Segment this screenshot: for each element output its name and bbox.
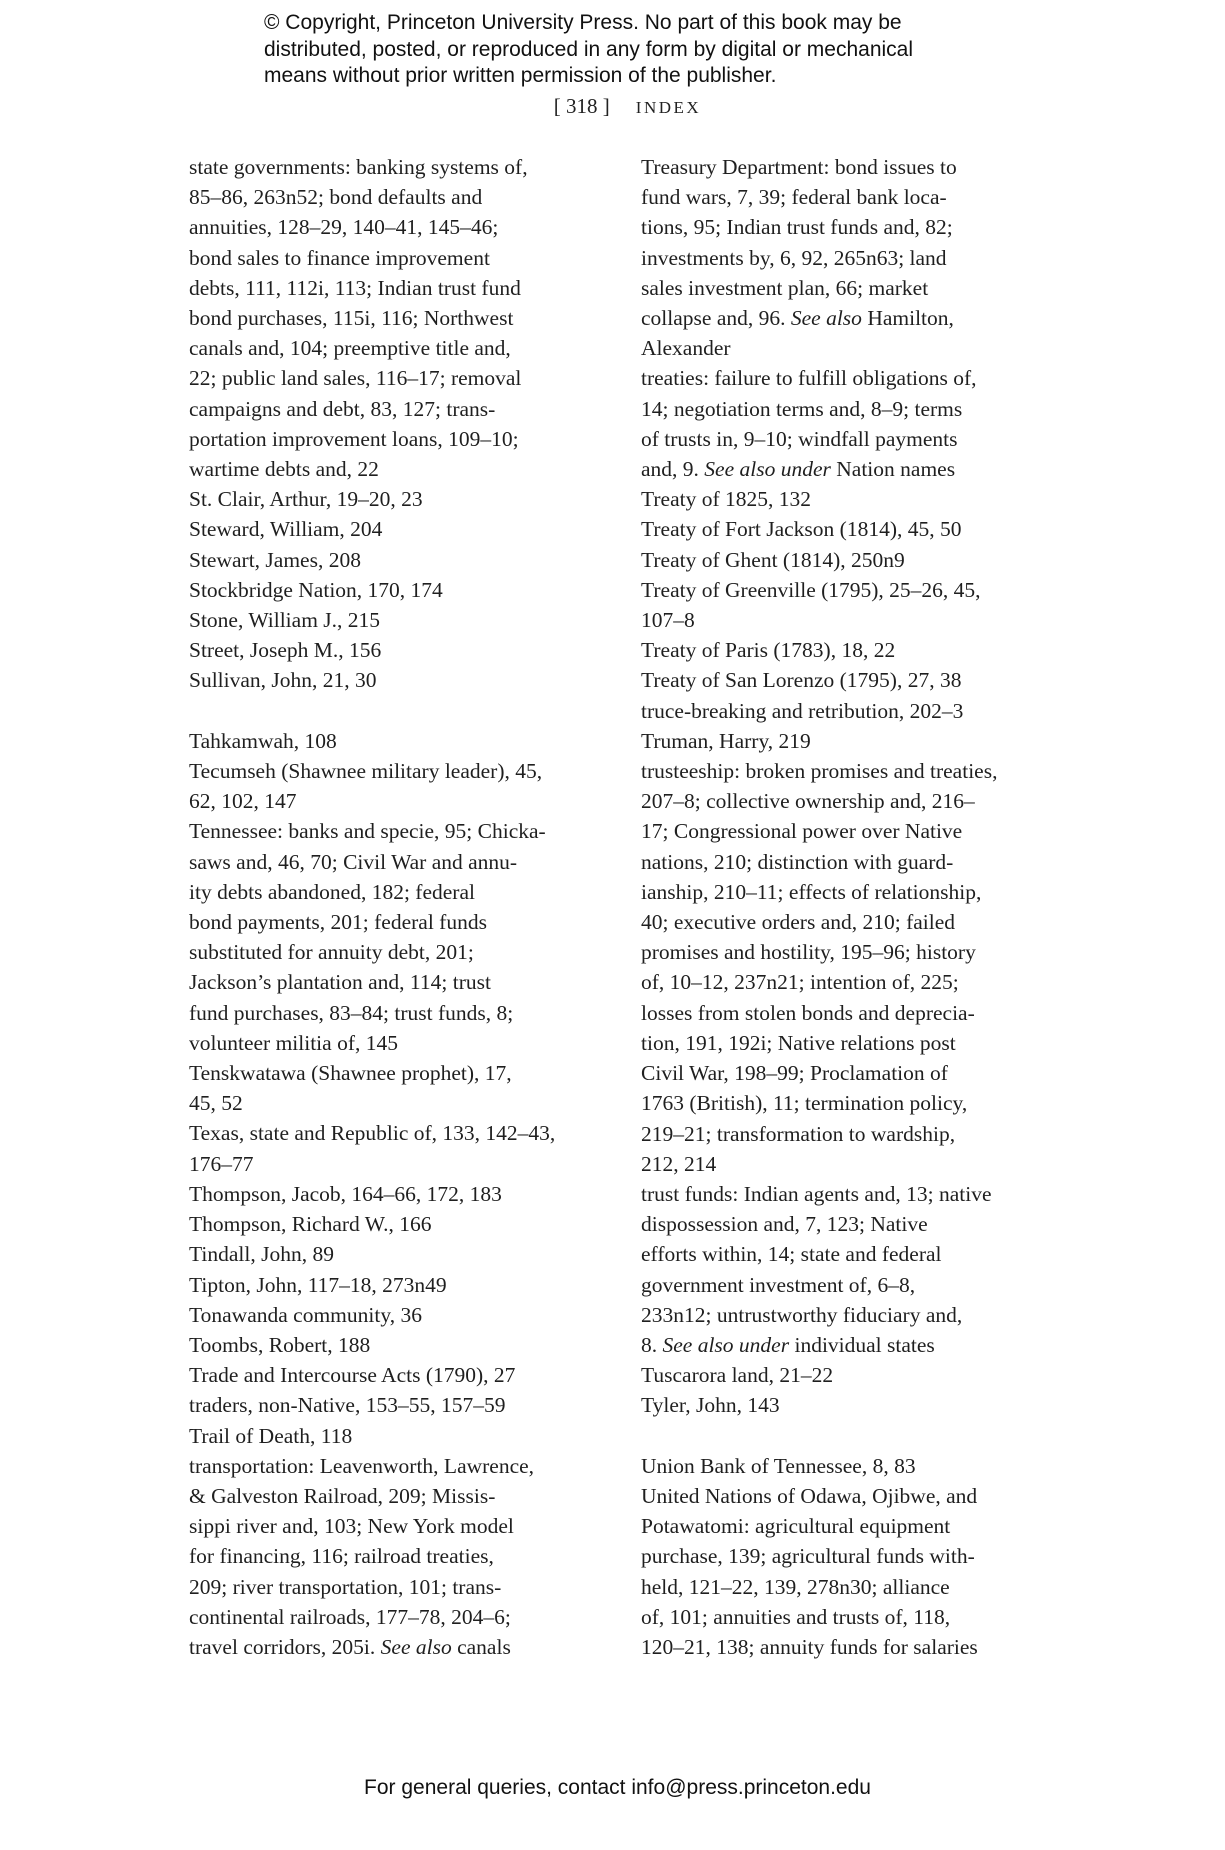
index-entry [189,1390,609,1420]
index-entry-line: 207–8; collective ownership and, 216– [641,789,975,814]
index-entry-line: 45, 52 [189,1091,243,1116]
index-entry-line: 40; executive orders and, 210; failed [641,910,956,935]
index-entry-line: ianship, 210–11; effects of relationship, [641,879,982,904]
index-entry-line: Tecumseh (Shawnee military leader), 45, [189,759,543,784]
index-entry-line: campaigns and debt, 83, 127; trans- [189,396,496,421]
index-entry-line: Stone, William J., 215 [189,608,381,633]
index-entry-line: tions, 95; Indian trust funds and, 82; [641,215,953,240]
index-entry-line: Tenskwatawa (Shawnee prophet), 17, [189,1061,512,1086]
index-entry-line: Tonawanda community, 36 [189,1302,422,1327]
index-entry-line: Tuscarora land, 21–22 [641,1363,834,1388]
index-entry-line: Civil War, 198–99; Proclamation of [641,1061,948,1086]
index-entry-line: Jackson’s plantation and, 114; trust [189,970,491,995]
index-entry [641,1179,1059,1360]
index-entry [641,756,1059,1179]
index-entry [641,363,1059,484]
running-head [0,94,1225,119]
index-entry-line: Stewart, James, 208 [189,547,361,572]
index-entry-line: Alexander [641,336,731,361]
index-entry-line: 22; public land sales, 116–17; removal [189,366,522,391]
index-entry-line: promises and hostility, 195–96; history [641,940,976,965]
index-entry-line: Sullivan, John, 21, 30 [189,668,377,693]
index-entry [189,152,609,484]
index-entry [641,1360,1059,1390]
index-entry [189,1360,609,1390]
index-entry-line: Toombs, Robert, 188 [189,1332,371,1357]
index-entry-line: investments by, 6, 92, 265n63; land [641,245,947,270]
index-entry-line: travel corridors, 205i. See also canals [189,1634,511,1659]
index-entry [189,1300,609,1330]
index-entry-line: collapse and, 96. See also Hamilton, [641,306,954,331]
copyright-notice [264,10,1024,90]
index-entry-line: bond sales to finance improvement [189,245,490,270]
cross-reference: See also [380,1634,452,1659]
index-entry [189,1270,609,1300]
cross-reference: See also under [662,1332,790,1357]
index-entry-line: Street, Joseph M., 156 [189,638,382,663]
index-entry-line: Stockbridge Nation, 170, 174 [189,577,443,602]
index-entry-line: Tahkamwah, 108 [189,728,337,753]
index-entry-line: treaties: failure to fulfill obligations of, [641,366,977,391]
index-entry-line: government investment of, 6–8, [641,1272,916,1297]
index-entry-line: St. Clair, Arthur, 19–20, 23 [189,487,423,512]
index-entry [189,1330,609,1360]
index-entry [641,1481,1059,1662]
index-column-right [641,152,1059,1662]
index-entry-line: purchase, 139; agricultural funds with- [641,1544,975,1569]
index-entry-line: wartime debts and, 22 [189,457,379,482]
index-entry-line: United Nations of Odawa, Ojibwe, and [641,1483,978,1508]
index-entry [189,1421,609,1451]
index-entry-line: Trade and Intercourse Acts (1790), 27 [189,1363,516,1388]
index-entry-line: Tipton, John, 117–18, 273n49 [189,1272,447,1297]
index-entry-line: ity debts abandoned, 182; federal [189,879,475,904]
index-entry-line: sales investment plan, 66; market [641,275,929,300]
index-entry [189,1058,609,1118]
copyright-line: © Copyright, Princeton University Press. No part of this book may be [264,11,902,34]
index-entry-line: Truman, Harry, 219 [641,728,811,753]
index-entry [189,514,609,544]
copyright-line: distributed, posted, or reproduced in any form by digital or mechanical [264,37,914,61]
index-entry-line: for financing, 116; railroad treaties, [189,1544,494,1569]
index-entry-line: Thompson, Jacob, 164–66, 172, 183 [189,1181,502,1206]
index-entry-line: bond purchases, 115i, 116; Northwest [189,306,514,331]
footer-contact: For general queries, contact info@press.princeton.edu [364,1776,871,1799]
index-entry-line: of, 101; annuities and trusts of, 118, [641,1604,951,1629]
index-entry-line: nations, 210; distinction with guard- [641,849,954,874]
copyright-line: means without prior written permission of the publisher. [264,64,777,87]
index-entry-line: held, 121–22, 139, 278n30; alliance [641,1574,950,1599]
index-entry [189,756,609,816]
index-entry-line: Treaty of Greenville (1795), 25–26, 45, [641,577,981,602]
index-entry-line: 209; river transportation, 101; trans- [189,1574,502,1599]
index-entry-line: portation improvement loans, 109–10; [189,426,519,451]
index-entry-line: Texas, state and Republic of, 133, 142–43, [189,1121,556,1146]
index-entry-line: Tennessee: banks and specie, 95; Chicka- [189,819,546,844]
index-entry [641,152,1059,363]
index-entry-line: of, 10–12, 237n21; intention of, 225; [641,970,959,995]
index-entry [189,635,609,665]
index-entry-line: 107–8 [641,608,695,633]
index-entry [641,514,1059,544]
index-entry-line: debts, 111, 112i, 113; Indian trust fund [189,275,521,300]
index-entry-line: & Galveston Railroad, 209; Missis- [189,1483,496,1508]
cross-reference: See also [790,306,862,331]
letter-group-spacer [189,696,609,726]
index-entry-line: trusteeship: broken promises and treaties, [641,759,998,784]
index-entry-line: Treaty of San Lorenzo (1795), 27, 38 [641,668,962,693]
index-entry-line: fund wars, 7, 39; federal bank loca- [641,185,947,210]
index-entry-line: sippi river and, 103; New York model [189,1514,514,1539]
index-entry-line: 176–77 [189,1151,254,1176]
index-entry-line: Treaty of Fort Jackson (1814), 45, 50 [641,517,962,542]
index-entry [189,1209,609,1239]
cross-reference: See also under [704,457,831,482]
index-column-left [189,152,609,1662]
index-entry-line: dispossession and, 7, 123; Native [641,1212,928,1237]
index-entry [189,1118,609,1178]
index-entry-line: Treaty of 1825, 132 [641,487,812,512]
index-entry-line: 62, 102, 147 [189,789,297,814]
index-entry-line: losses from stolen bonds and deprecia- [641,1000,975,1025]
index-entry-line: transportation: Leavenworth, Lawrence, [189,1453,535,1478]
index-entry-line: saws and, 46, 70; Civil War and annu- [189,849,518,874]
index-entry [641,696,1059,726]
index-entry-line: 85–86, 263n52; bond defaults and [189,185,483,210]
index-entry-line: Potawatomi: agricultural equipment [641,1514,951,1539]
index-entry-line: Trail of Death, 118 [189,1423,353,1448]
section-title: INDEX [635,98,702,117]
index-entry [641,726,1059,756]
index-entry-line: Union Bank of Tennessee, 8, 83 [641,1453,916,1478]
index-entry-line: Steward, William, 204 [189,517,383,542]
index-entry-line: efforts within, 14; state and federal [641,1242,942,1267]
index-entry-line: substituted for annuity debt, 201; [189,940,474,965]
page-number: [ 318 ] [553,94,610,118]
index-entry-line: continental railroads, 177–78, 204–6; [189,1604,511,1629]
index-entry [641,484,1059,514]
index-entry [641,575,1059,635]
index-entry-line: state governments: banking systems of, [189,155,528,179]
index-entry-line: Thompson, Richard W., 166 [189,1212,432,1237]
index-entry [641,1390,1059,1420]
letter-group-spacer [641,1421,1059,1451]
index-entry-line: fund purchases, 83–84; trust funds, 8; [189,1000,514,1025]
index-entry [189,545,609,575]
index-entry [189,816,609,1058]
index-entry [641,1451,1059,1481]
index-entry-line: canals and, 104; preemptive title and, [189,336,511,361]
index-entry-line: volunteer militia of, 145 [189,1030,398,1055]
index-entry-line: traders, non-Native, 153–55, 157–59 [189,1393,506,1418]
index-entry-line: 14; negotiation terms and, 8–9; terms [641,396,963,421]
index-entry-line: 17; Congressional power over Native [641,819,963,844]
index-entry [189,726,609,756]
index-entry-line: Treaty of Ghent (1814), 250n9 [641,547,905,572]
index-entry-line: Treasury Department: bond issues to [641,155,957,179]
index-entry-line: 212, 214 [641,1151,717,1176]
index-entry-line: 1763 (British), 11; termination policy, [641,1091,968,1116]
index-entry-line: tion, 191, 192i; Native relations post [641,1030,956,1055]
index-entry-line: Tindall, John, 89 [189,1242,334,1267]
index-entry-line: 120–21, 138; annuity funds for salaries [641,1634,978,1659]
index-entry [189,1451,609,1662]
index-entry [641,635,1059,665]
index-entry [189,1179,609,1209]
index-entry [189,1239,609,1269]
index-entry [189,484,609,514]
index-entry-line: bond payments, 201; federal funds [189,910,487,935]
index-entry-line: truce-breaking and retribution, 202–3 [641,698,964,723]
index-entry [641,545,1059,575]
index-entry [189,665,609,695]
index-entry-line: 219–21; transformation to wardship, [641,1121,956,1146]
index-entry-line: 8. See also under individual states [641,1332,935,1357]
index-entry-line: trust funds: Indian agents and, 13; native [641,1181,992,1206]
index-entry-line: Tyler, John, 143 [641,1393,780,1418]
index-entry-line: and, 9. See also under Nation names [641,457,956,482]
index-entry-line: annuities, 128–29, 140–41, 145–46; [189,215,499,240]
index-entry-line: 233n12; untrustworthy fiduciary and, [641,1302,963,1327]
index-entry [641,665,1059,695]
index-entry [189,575,609,605]
index-entry [189,605,609,635]
index-entry-line: Treaty of Paris (1783), 18, 22 [641,638,896,663]
index-entry-line: of trusts in, 9–10; windfall payments [641,426,958,451]
